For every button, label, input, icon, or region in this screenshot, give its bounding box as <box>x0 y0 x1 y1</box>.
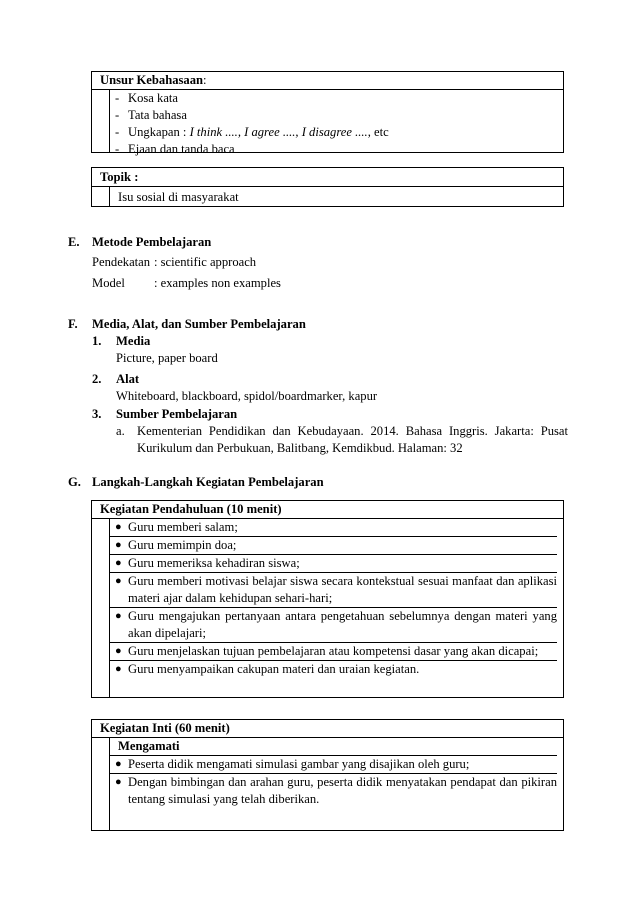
topik-body <box>109 187 563 206</box>
list-item: ● Guru memberi motivasi belajar siswa secara kontekstual sesuai manfaat dan aplikasi materi ajar dalam kehidupan sehari-hari; <box>110 573 557 608</box>
topik-value: Isu sosial di masyarakat <box>118 190 239 204</box>
bullet-icon: ● <box>115 557 122 569</box>
kegiatan-inti-body <box>109 738 563 830</box>
list-item: - Ejaan dan tanda baca <box>110 141 563 158</box>
bullet-icon: ● <box>115 575 122 587</box>
list-item: ● Dengan bimbingan dan arahan guru, peserta didik menyatakan pendapat dan pikiran tentang simulasi yang telah diberikan. <box>115 775 557 806</box>
inti-list <box>110 756 557 808</box>
list-item: ● Guru memberi salam; <box>110 519 557 537</box>
list-item: - Ungkapan : I think ...., I agree ...., I disagree ...., etc <box>110 124 563 141</box>
unsur-kebahasaan-list <box>110 90 563 158</box>
section-g-letter: G. <box>68 475 81 489</box>
section-g-title: Langkah-Langkah Kegiatan Pembelajaran <box>92 475 324 489</box>
sumber-number: 3. <box>92 407 102 421</box>
sumber-title: Sumber Pembelajaran <box>116 407 238 421</box>
section-e-letter: E. <box>68 235 80 249</box>
media-title: Media <box>116 334 151 348</box>
unsur-kebahasaan-box <box>91 71 564 156</box>
section-e-title: Metode Pembelajaran <box>92 235 212 249</box>
mengamati-subtitle: Mengamati <box>110 738 557 756</box>
pendekatan-label: Pendekatan <box>92 255 151 269</box>
list-item: ● Guru memimpin doa; <box>110 537 557 555</box>
bullet-icon: ● <box>115 539 122 551</box>
bullet-icon: ● <box>115 758 122 770</box>
list-item: - Tata bahasa <box>110 107 563 124</box>
list-item: ● Guru menyampaikan cakupan materi dan uraian kegiatan. <box>115 662 420 676</box>
bullet-icon: ● <box>115 645 122 657</box>
alat-title: Alat <box>116 372 140 386</box>
media-text: Picture, paper board <box>116 351 218 365</box>
list-item: ● Guru mengajukan pertanyaan antara pengetahuan sebelumnya dengan materi yang akan dipelajari; <box>110 608 557 643</box>
sumber-sub-letter: a. <box>116 424 125 438</box>
sumber-reference: Kementerian Pendidikan dan Kebudayaan. 2014. Bahasa Inggris. Jakarta: Pusat Kurikulum dan Perbukuan, Balitbang, Kemdikbud. Halaman: 32 <box>137 424 568 455</box>
bullet-icon: ● <box>115 610 122 622</box>
topik-title: Topik : <box>92 168 563 187</box>
kegiatan-pendahuluan-title: Kegiatan Pendahuluan (10 menit) <box>92 501 563 519</box>
bullet-icon: ● <box>115 521 122 533</box>
bullet-icon: ● <box>115 663 122 675</box>
bullet-icon: ● <box>115 776 122 788</box>
unsur-kebahasaan-title: Unsur Kebahasaan: <box>92 72 563 90</box>
section-f-letter: F. <box>68 317 78 331</box>
kegiatan-pendahuluan-body <box>109 519 563 697</box>
media-number: 1. <box>92 334 102 348</box>
kegiatan-pendahuluan-box <box>91 500 564 698</box>
topik-box <box>91 167 564 207</box>
list-item: ● Guru menjelaskan tujuan pembelajaran atau kompetensi dasar yang akan dicapai; <box>110 643 557 661</box>
alat-text: Whiteboard, blackboard, spidol/boardmarker, kapur <box>116 389 378 403</box>
pendekatan-value: : scientific approach <box>154 255 257 269</box>
list-item: - Kosa kata <box>110 90 563 107</box>
list-item: ● Guru memeriksa kehadiran siswa; <box>110 555 557 573</box>
model-value: : examples non examples <box>154 276 281 290</box>
pendahuluan-list <box>110 519 557 678</box>
alat-number: 2. <box>92 372 102 386</box>
section-f-title: Media, Alat, dan Sumber Pembelajaran <box>92 317 306 331</box>
kegiatan-inti-box <box>91 719 564 831</box>
unsur-kebahasaan-body <box>109 90 563 156</box>
unsur-kebahasaan-label: Unsur Kebahasaan <box>100 73 204 87</box>
kegiatan-inti-title: Kegiatan Inti (60 menit) <box>92 720 563 738</box>
model-label: Model <box>92 276 125 290</box>
list-item: ● Peserta didik mengamati simulasi gambar yang disajikan oleh guru; <box>110 756 557 774</box>
